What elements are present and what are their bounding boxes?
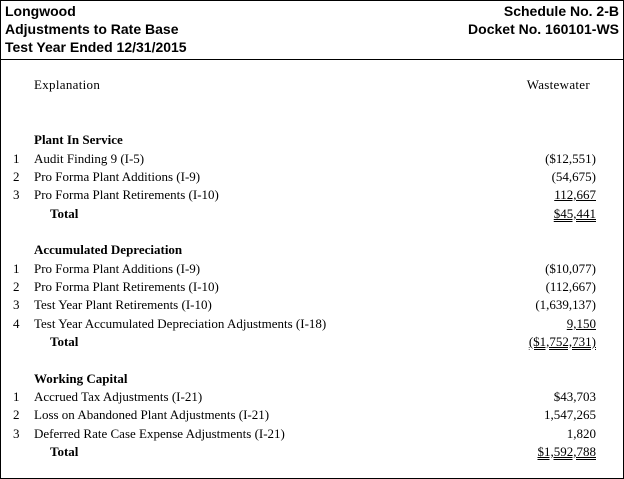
line-number: 1 [13,151,20,166]
table-row [1,169,623,188]
row-amount: $43,703 [553,389,596,404]
docket-number: Docket No. 160101-WS [468,21,619,37]
row-amount: (112,667) [545,279,596,294]
line-number: 2 [13,407,20,422]
row-label: Loss on Abandoned Plant Adjustments (I-21) [34,407,270,422]
column-header-wastewater: Wastewater [526,77,590,92]
total-amount: $1,592,788 [537,444,596,459]
section-header-row [1,132,623,151]
row-label: Test Year Plant Retirements (I-10) [34,297,212,312]
line-number: 3 [13,187,20,202]
line-number: 3 [13,426,20,441]
row-label: Pro Forma Plant Additions (I-9) [34,261,201,276]
table-row [1,426,623,445]
row-amount: 112,667 [554,187,596,202]
line-number: 3 [13,297,20,312]
section-title: Plant In Service [34,132,123,147]
table-row [1,389,623,408]
row-label: Audit Finding 9 (I-5) [34,151,145,166]
total-row [1,444,623,463]
row-amount: 1,820 [566,426,596,441]
table-row [1,316,623,335]
row-label: Pro Forma Plant Additions (I-9) [34,169,201,184]
total-label: Total [50,334,79,349]
total-amount: $45,441 [553,206,596,221]
table-row [1,151,623,170]
row-label: Pro Forma Plant Retirements (I-10) [34,279,219,294]
line-number: 4 [13,316,20,331]
total-row [1,206,623,225]
row-label: Deferred Rate Case Expense Adjustments (I-21) [34,426,285,441]
section-header-row [1,371,623,390]
row-amount: (1,639,137) [535,297,596,312]
column-header-explanation: Explanation [34,77,101,92]
line-number: 2 [13,279,20,294]
section-title: Accumulated Depreciation [34,242,183,257]
header-divider [1,59,623,60]
table-row [1,297,623,316]
total-amount: ($1,752,731) [528,334,596,349]
section-header-row [1,242,623,261]
row-label: Accrued Tax Adjustments (I-21) [34,389,203,404]
test-year-period: Test Year Ended 12/31/2015 [5,39,187,55]
schedule-number: Schedule No. 2-B [503,3,619,19]
table-row [1,187,623,206]
company-name: Longwood [5,3,76,19]
total-label: Total [50,444,79,459]
table-row [1,261,623,280]
table-row [1,407,623,426]
row-amount: ($10,077) [545,261,596,276]
line-number: 2 [13,169,20,184]
row-label: Pro Forma Plant Retirements (I-10) [34,187,219,202]
row-amount: 9,150 [566,316,596,331]
row-amount: (54,675) [551,169,596,184]
row-label: Test Year Accumulated Depreciation Adjustments (I-18) [34,316,327,331]
line-number: 1 [13,261,20,276]
section-title: Working Capital [34,371,128,386]
row-amount: 1,547,265 [544,407,596,422]
total-row [1,334,623,353]
row-amount: ($12,551) [545,151,596,166]
total-label: Total [50,206,79,221]
line-number: 1 [13,389,20,404]
document-subtitle: Adjustments to Rate Base [5,21,179,37]
table-row [1,279,623,298]
